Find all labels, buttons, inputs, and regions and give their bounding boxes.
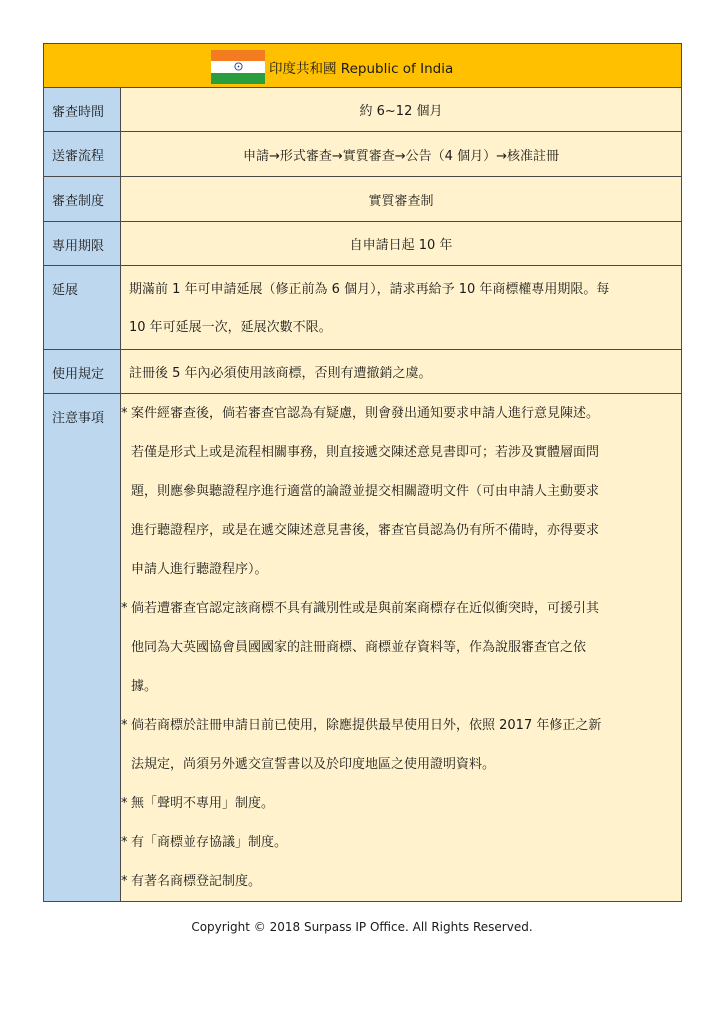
process-label: 送審流程	[44, 132, 121, 177]
note-item: * 案件經審查後，倘若審查官認為有疑慮，則會發出通知要求申請人進行意見陳述。 若僅是形式上或是流程相關事務，則直接遞交陳述意見書即可；若涉及實體層面問 題，則應參與聽證程序進行適當的論證並提交相關證明文件（可由申請人主動要求 進行聽證程序，或是在遞交陳述意見書後，審查官員認為仍有所不備時，亦得要求 申請人進行聽證程序）。	[121, 406, 600, 577]
renewal-line: 10 年可延展一次，延展次數不限。	[129, 320, 332, 335]
renewal-value	[121, 266, 682, 350]
note-item: * 倘若商標於註冊申請日前已使用，除應提供最早使用日外，依照 2017 年修正之新 法規定，尚須另外遞交宣誓書以及於印度地區之使用證明資料。	[121, 718, 602, 772]
country-title: 印度共和國 Republic of India	[269, 61, 454, 77]
notes-value	[121, 394, 682, 902]
review-time-value: 約 6~12 個月	[121, 88, 682, 132]
note-item: * 倘若遭審查官認定該商標不具有識別性或是與前案商標存在近似衝突時，可援引其 他同為大英國協會員國國家的註冊商標、商標並存資料等，作為說服審查官之依 據。	[121, 601, 600, 694]
use-rule-value: 註冊後 5 年內必須使用該商標，否則有遭撤銷之虞。	[121, 350, 682, 394]
renewal-line: 期滿前 1 年可申請延展（修正前為 6 個月），請求再給予 10 年商標權專用期限。每	[129, 282, 610, 297]
note-item: * 有著名商標登記制度。	[121, 874, 262, 889]
term-value: 自申請日起 10 年	[121, 222, 682, 266]
renewal-label: 延展	[44, 266, 121, 350]
review-time-label: 審查時間	[44, 88, 121, 132]
term-label: 專用期限	[44, 222, 121, 266]
india-flag-icon	[211, 50, 265, 84]
note-item: * 無「聲明不專用」制度。	[121, 796, 275, 811]
system-label: 審查制度	[44, 177, 121, 222]
use-rule-label: 使用規定	[44, 350, 121, 394]
note-item: * 有「商標並存協議」制度。	[121, 835, 288, 850]
process-value: 申請→形式審查→實質審查→公告（4 個月）→核准註冊	[121, 132, 682, 177]
country-header	[44, 44, 682, 88]
copyright-footer: Copyright © 2018 Surpass IP Office. All Rights Reserved.	[191, 920, 533, 934]
notes-label: 注意事項	[44, 394, 121, 902]
system-value: 實質審查制	[121, 177, 682, 222]
trademark-info-table	[43, 43, 682, 902]
